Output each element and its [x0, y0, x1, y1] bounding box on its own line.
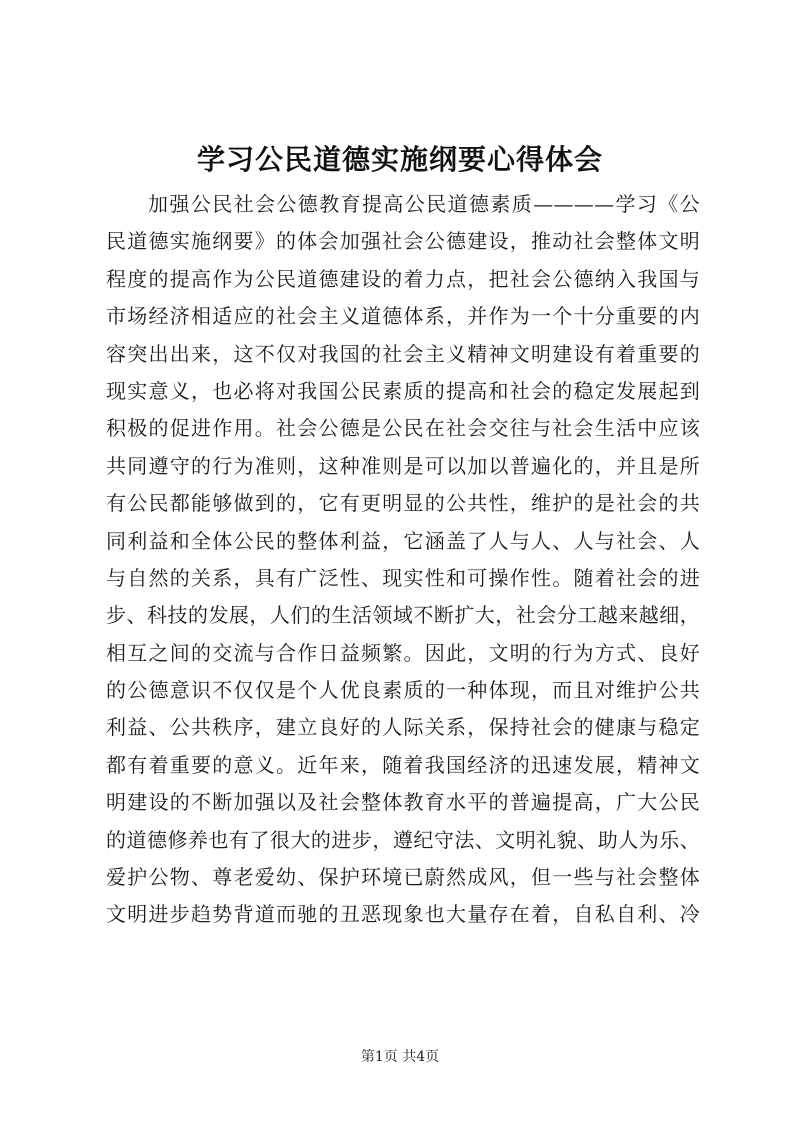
- text-line: 爱护公物、尊老爱幼、保护环境已蔚然成风，但一些与社会整体: [106, 865, 700, 890]
- text-line: 利益、公共秩序，建立良好的人际关系，保持社会的健康与稳定: [106, 715, 700, 740]
- text-line: 程度的提高作为公民道德建设的着力点，把社会公德纳入我国与: [106, 266, 700, 291]
- text-line: 加强公民社会公德教育提高公民道德素质————学习《公: [148, 192, 700, 216]
- text-line: 共同遵守的行为准则，这种准则是可以加以普遍化的，并且是所: [106, 453, 700, 478]
- text-line: 容突出出来，这不仅对我国的社会主义精神文明建设有着重要的: [106, 341, 700, 366]
- text-line: 步、科技的发展，人们的生活领域不断扩大，社会分工越来越细，: [106, 603, 700, 628]
- text-line: 都有着重要的意义。近年来，随着我国经济的迅速发展，精神文: [106, 752, 700, 777]
- text-line: 的公德意识不仅仅是个人优良素质的一种体现，而且对维护公共: [106, 678, 700, 703]
- text-line: 明建设的不断加强以及社会整体教育水平的普遍提高，广大公民: [106, 790, 700, 815]
- text-line: 市场经济相适应的社会主义道德体系，并作为一个十分重要的内: [106, 304, 700, 329]
- text-line: 有公民都能够做到的，它有更明显的公共性，维护的是社会的共: [106, 491, 700, 516]
- text-line: 相互之间的交流与合作日益频繁。因此，文明的行为方式、良好: [106, 640, 700, 665]
- text-line: 的道德修养也有了很大的进步，遵纪守法、文明礼貌、助人为乐、: [106, 827, 700, 852]
- text-line: 同利益和全体公民的整体利益，它涵盖了人与人、人与社会、人: [106, 528, 700, 553]
- text-line: 现实意义，也必将对我国公民素质的提高和社会的稳定发展起到: [106, 378, 700, 403]
- text-line: 文明进步趋势背道而驰的丑恶现象也大量存在着，自私自利、冷: [106, 902, 700, 927]
- body-paragraph: [106, 186, 700, 934]
- page-footer: 第1页 共4页: [360, 1049, 440, 1065]
- text-line: 积极的促进作用。社会公德是公民在社会交往与社会生活中应该: [106, 416, 700, 441]
- document-title: 学习公民道德实施纲要心得体会: [196, 143, 603, 176]
- text-line: 民道德实施纲要》的体会加强社会公德建设，推动社会整体文明: [106, 229, 700, 254]
- text-line: 与自然的关系，具有广泛性、现实性和可操作性。随着社会的进: [106, 565, 700, 590]
